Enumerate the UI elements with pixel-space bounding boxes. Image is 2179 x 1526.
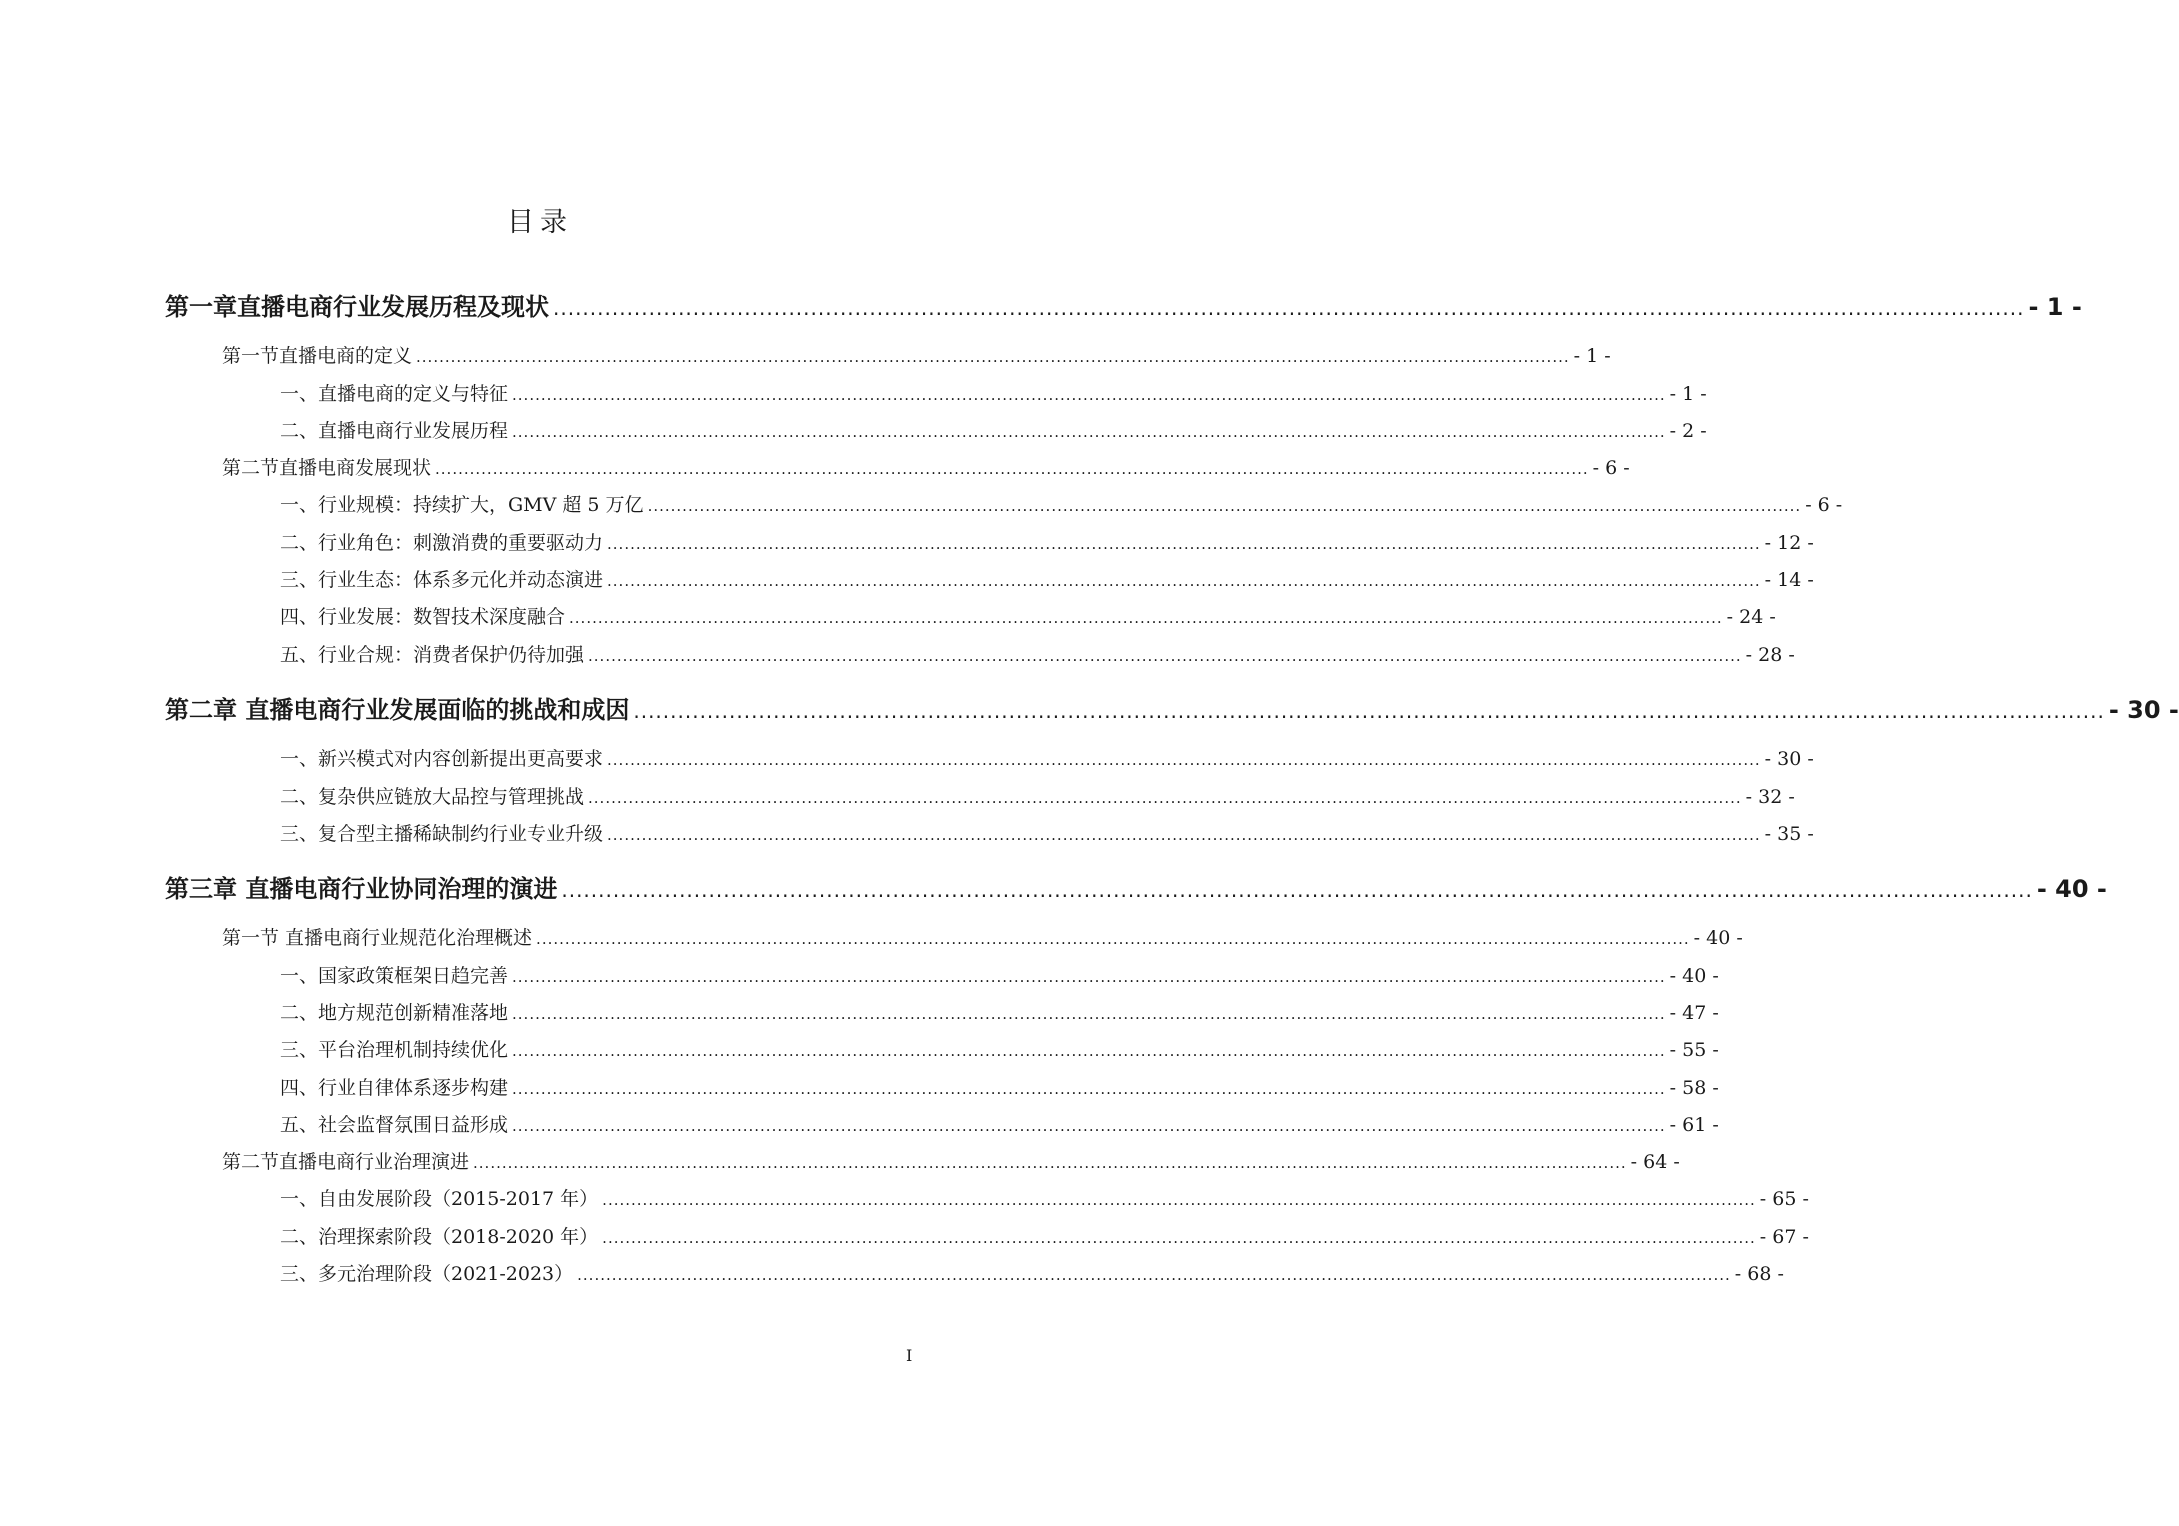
toc-item-entry[interactable] <box>280 379 1707 406</box>
dot-leader: ........................................................................................................................................................................................................ <box>607 826 1761 844</box>
toc-entry-page-number: - 28 - <box>1745 644 1795 666</box>
toc-entry-title: 一、直播电商的定义与特征 <box>280 383 509 405</box>
dot-leader: ........................................................................................................................................................................................................ <box>588 647 1742 665</box>
dot-leader: ........................................................................................................................................................................................................ <box>512 1005 1666 1023</box>
toc-entry-page-number: - 1 - <box>2028 293 2082 321</box>
dot-leader: ........................................................................................................................................................................................................ <box>435 460 1589 478</box>
toc-entry-title: 一、自由发展阶段（2015-2017 年） <box>280 1188 599 1210</box>
toc-entry-page-number: - 67 - <box>1759 1226 1809 1248</box>
toc-entry-page-number: - 65 - <box>1759 1188 1809 1210</box>
toc-entry-title: 一、行业规模：持续扩大，GMV 超 5 万亿 <box>280 494 644 516</box>
toc-entry-page-number: - 30 - <box>1764 748 1814 770</box>
toc-item-entry[interactable] <box>280 1222 1809 1249</box>
toc-chapter-entry[interactable] <box>165 690 2179 725</box>
toc-chapter-entry[interactable] <box>165 287 2082 322</box>
toc-entry-title: 第一节 直播电商行业规范化治理概述 <box>222 927 533 949</box>
toc-entry-title: 二、地方规范创新精准落地 <box>280 1002 509 1024</box>
toc-entry-title: 二、直播电商行业发展历程 <box>280 420 509 442</box>
toc-item-entry[interactable] <box>280 961 1719 988</box>
toc-entry-title: 二、复杂供应链放大品控与管理挑战 <box>280 786 585 808</box>
toc-entry-page-number: - 68 - <box>1734 1263 1784 1285</box>
dot-leader: ........................................................................................................................................................................................................ <box>569 609 1723 627</box>
toc-item-entry[interactable] <box>280 819 1814 846</box>
toc-item-entry[interactable] <box>280 1184 1809 1211</box>
toc-entry-page-number: - 30 - <box>2108 696 2179 724</box>
dot-leader: ........................................................................................................................................................................................................ <box>607 751 1761 769</box>
toc-item-entry[interactable] <box>280 744 1814 771</box>
toc-entry-title: 第一节直播电商的定义 <box>222 345 413 367</box>
toc-entry-page-number: - 24 - <box>1726 606 1776 628</box>
dot-leader: ........................................................................................................................................................................................................ <box>633 699 2105 723</box>
dot-leader: ........................................................................................................................................................................................................ <box>588 789 1742 807</box>
toc-entry-title: 三、平台治理机制持续优化 <box>280 1039 509 1061</box>
dot-leader: ........................................................................................................................................................................................................ <box>512 386 1666 404</box>
toc-entry-title: 一、国家政策框架日趋完善 <box>280 965 509 987</box>
toc-item-entry[interactable] <box>280 1035 1719 1062</box>
dot-leader: ........................................................................................................................................................................................................ <box>512 968 1666 986</box>
toc-section-entry[interactable] <box>222 923 1743 950</box>
toc-entry-page-number: - 1 - <box>1669 383 1707 405</box>
toc-item-entry[interactable] <box>280 640 1795 667</box>
toc-section-entry[interactable] <box>222 341 1611 368</box>
toc-entry-page-number: - 6 - <box>1805 494 1843 516</box>
toc-entry-title: 二、行业角色：刺激消费的重要驱动力 <box>280 532 604 554</box>
toc-entry-page-number: - 40 - <box>1693 927 1743 949</box>
toc-entry-title: 一、新兴模式对内容创新提出更高要求 <box>280 748 604 770</box>
toc-item-entry[interactable] <box>280 416 1707 443</box>
toc-item-entry[interactable] <box>280 565 1814 592</box>
toc-entry-page-number: - 12 - <box>1764 532 1814 554</box>
toc-chapter-entry[interactable] <box>165 869 2107 904</box>
toc-entry-title: 五、行业合规：消费者保护仍待加强 <box>280 644 585 666</box>
toc-item-entry[interactable] <box>280 490 1843 517</box>
toc-entry-title: 四、行业发展：数智技术深度融合 <box>280 606 566 628</box>
dot-leader: ........................................................................................................................................................................................................ <box>577 1266 1731 1284</box>
toc-entry-title: 第二节直播电商行业治理演进 <box>222 1151 470 1173</box>
dot-leader: ........................................................................................................................................................................................................ <box>416 348 1570 366</box>
dot-leader: ........................................................................................................................................................................................................ <box>647 497 1802 515</box>
toc-entry-page-number: - 58 - <box>1669 1077 1719 1099</box>
toc-item-entry[interactable] <box>280 602 1776 629</box>
toc-entry-page-number: - 40 - <box>1669 965 1719 987</box>
toc-entry-page-number: - 40 - <box>2036 875 2107 903</box>
dot-leader: ........................................................................................................................................................................................................ <box>536 930 1690 948</box>
dot-leader: ........................................................................................................................................................................................................ <box>602 1229 1756 1247</box>
dot-leader: ........................................................................................................................................................................................................ <box>512 1080 1666 1098</box>
page-number: I <box>906 1346 913 1365</box>
toc-entry-page-number: - 47 - <box>1669 1002 1719 1024</box>
toc-entry-page-number: - 64 - <box>1630 1151 1680 1173</box>
toc-section-entry[interactable] <box>222 1147 1680 1174</box>
toc-entry-title: 五、社会监督氛围日益形成 <box>280 1114 509 1136</box>
dot-leader: ........................................................................................................................................................................................................ <box>512 1117 1666 1135</box>
toc-entry-title: 第一章直播电商行业发展历程及现状 <box>165 293 549 321</box>
toc-entry-page-number: - 32 - <box>1745 786 1795 808</box>
dot-leader: ........................................................................................................................................................................................................ <box>607 535 1761 553</box>
toc-entry-page-number: - 35 - <box>1764 823 1814 845</box>
toc-entry-title: 四、行业自律体系逐步构建 <box>280 1077 509 1099</box>
toc-item-entry[interactable] <box>280 1259 1784 1286</box>
toc-entry-page-number: - 55 - <box>1669 1039 1719 1061</box>
toc-item-entry[interactable] <box>280 1073 1719 1100</box>
dot-leader: ........................................................................................................................................................................................................ <box>602 1191 1756 1209</box>
toc-entry-title: 第二节直播电商发展现状 <box>222 457 432 479</box>
dot-leader: ........................................................................................................................................................................................................ <box>473 1154 1627 1172</box>
toc-item-entry[interactable] <box>280 1110 1719 1137</box>
toc-entry-title: 第三章 直播电商行业协同治理的演进 <box>165 875 558 903</box>
toc-entry-title: 三、多元治理阶段（2021-2023） <box>280 1263 574 1285</box>
toc-entry-title: 三、行业生态：体系多元化并动态演进 <box>280 569 604 591</box>
toc-item-entry[interactable] <box>280 998 1719 1025</box>
toc-item-entry[interactable] <box>280 528 1814 555</box>
toc-entry-page-number: - 14 - <box>1764 569 1814 591</box>
toc-entry-page-number: - 6 - <box>1592 457 1630 479</box>
toc-entry-title: 三、复合型主播稀缺制约行业专业升级 <box>280 823 604 845</box>
dot-leader: ........................................................................................................................................................................................................ <box>512 423 1666 441</box>
dot-leader: ........................................................................................................................................................................................................ <box>561 878 2033 902</box>
dot-leader: ........................................................................................................................................................................................................ <box>512 1042 1666 1060</box>
toc-entry-title: 二、治理探索阶段（2018-2020 年） <box>280 1226 599 1248</box>
toc-title: 目录 <box>507 207 573 238</box>
toc-section-entry[interactable] <box>222 453 1630 480</box>
toc-entry-title: 第二章 直播电商行业发展面临的挑战和成因 <box>165 696 630 724</box>
toc-item-entry[interactable] <box>280 782 1795 809</box>
dot-leader: ........................................................................................................................................................................................................ <box>607 572 1761 590</box>
dot-leader: ........................................................................................................................................................................................................ <box>553 296 2025 320</box>
toc-entry-page-number: - 61 - <box>1669 1114 1719 1136</box>
toc-entry-page-number: - 2 - <box>1669 420 1707 442</box>
toc-entry-page-number: - 1 - <box>1573 345 1611 367</box>
